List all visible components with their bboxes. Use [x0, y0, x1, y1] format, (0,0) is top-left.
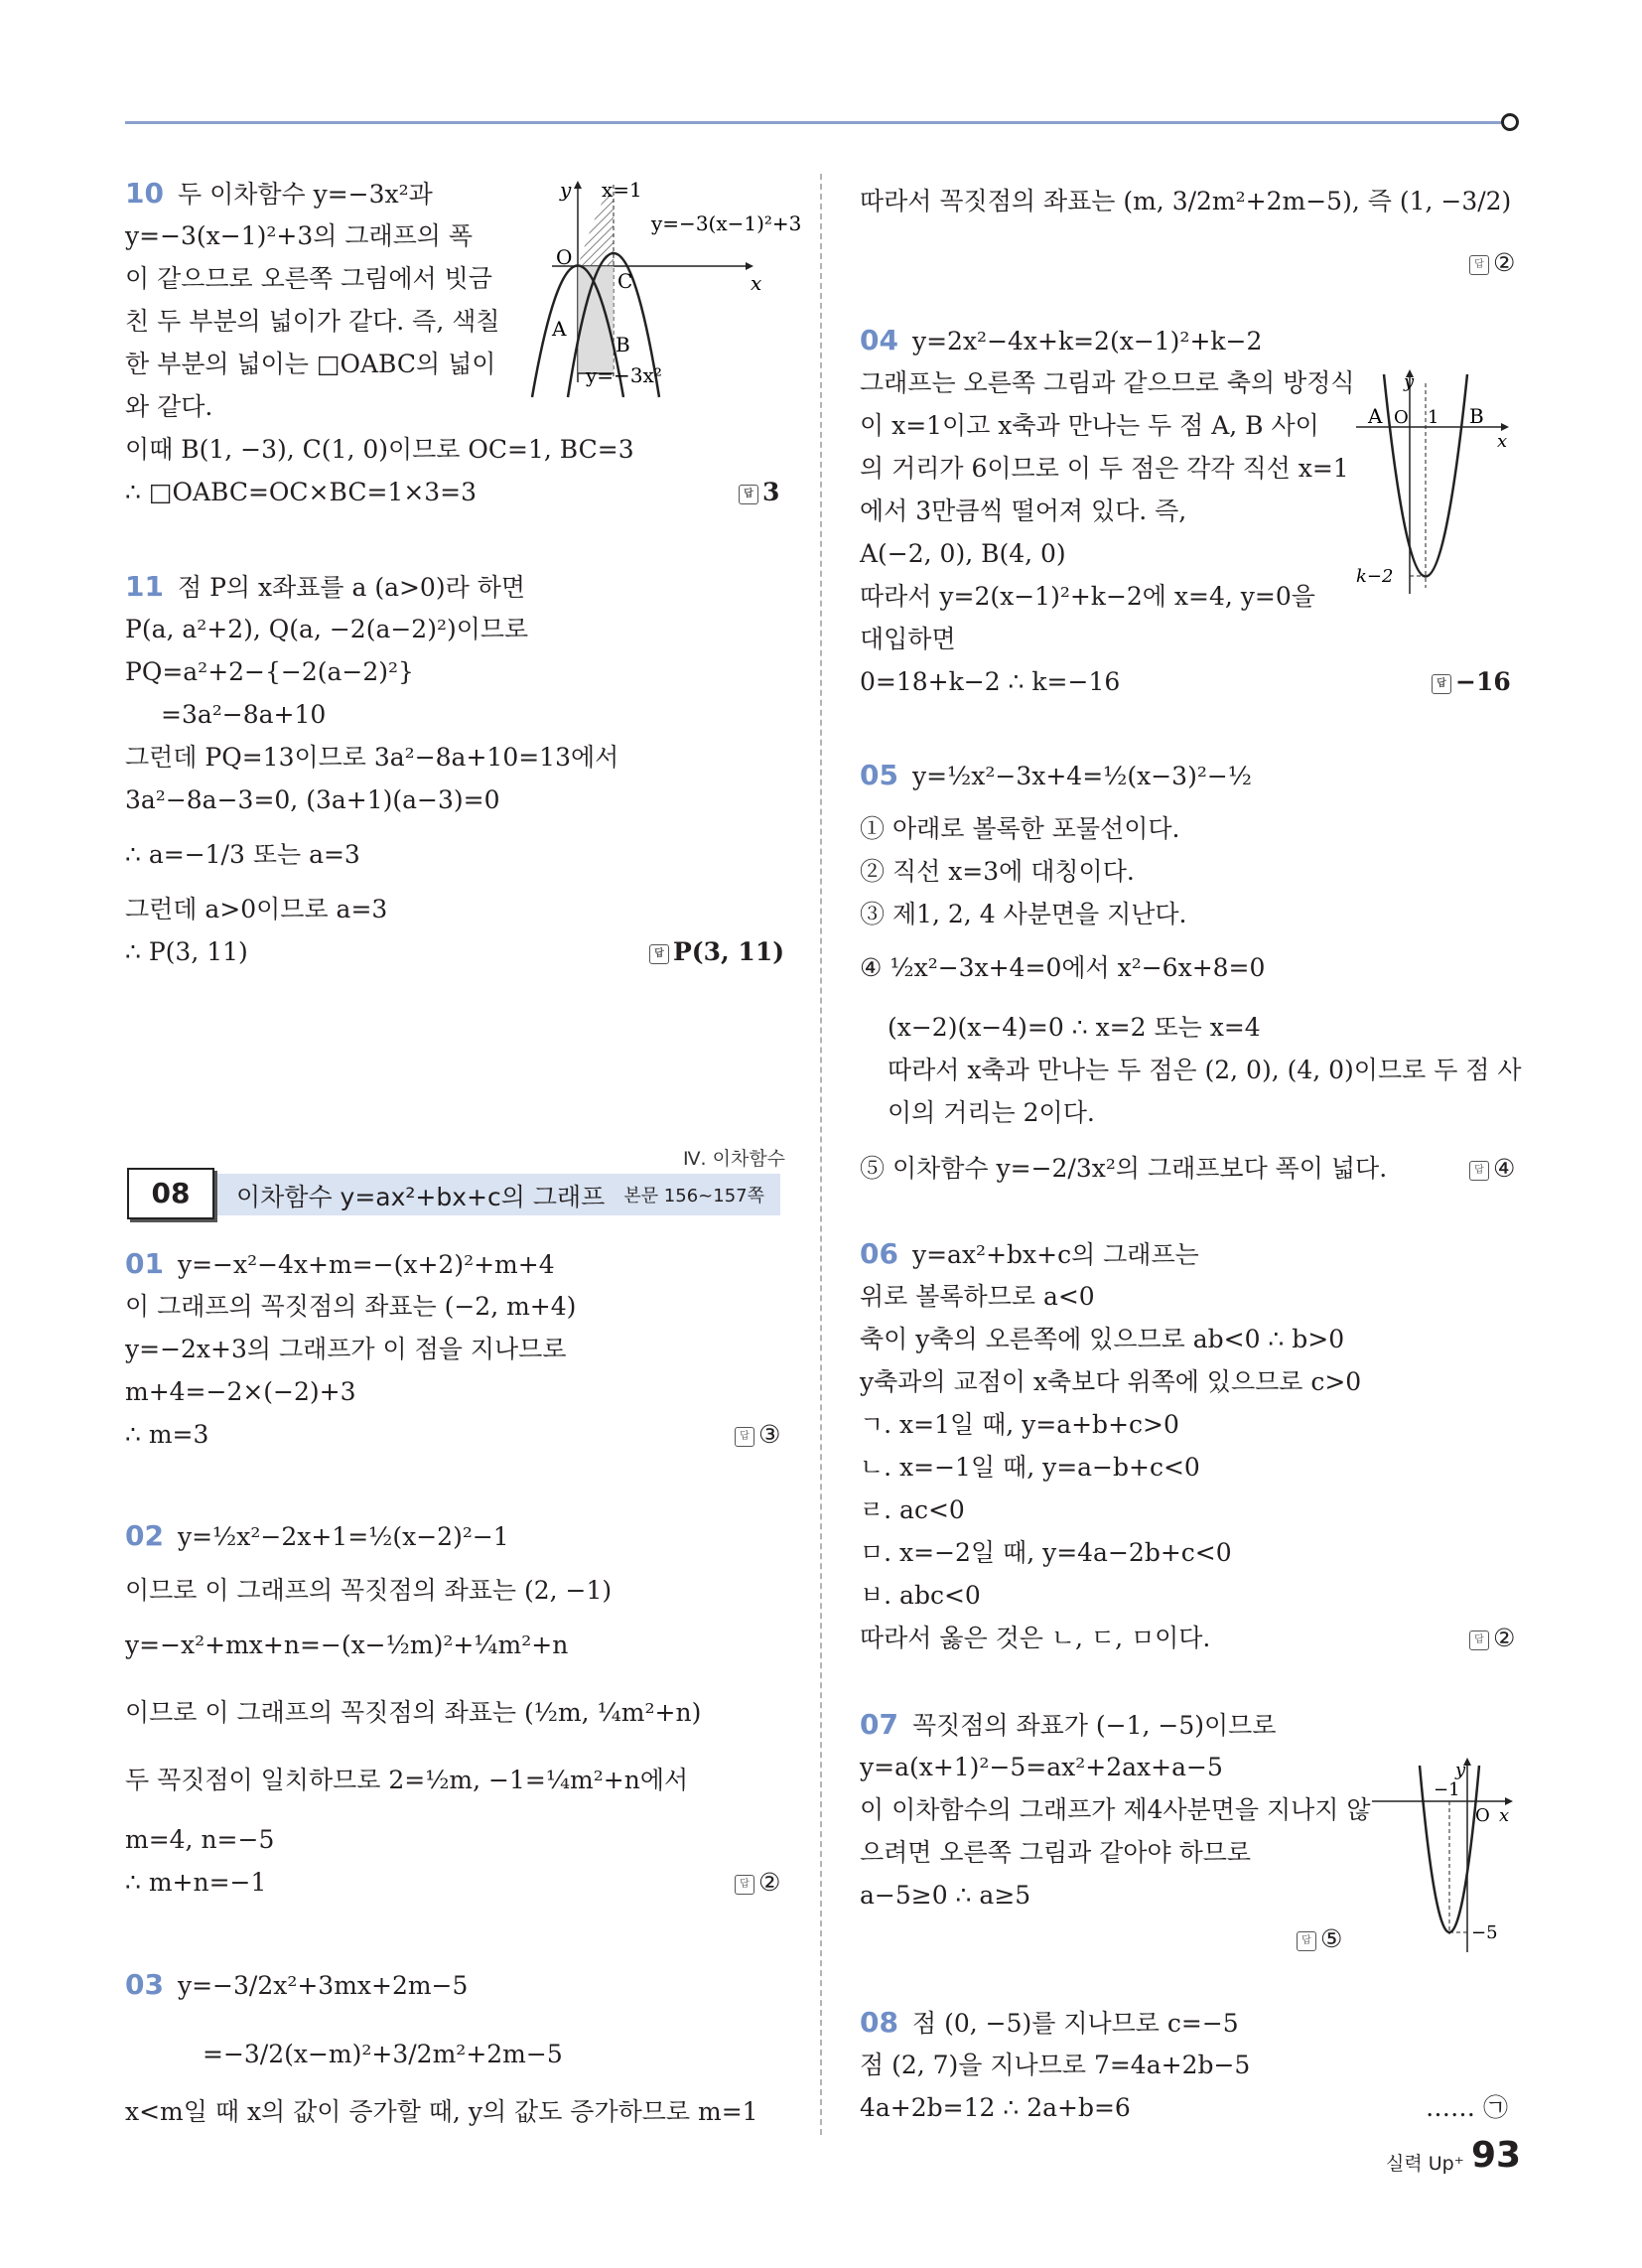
p04-graph-b-label: B [1469, 404, 1484, 428]
p02-line-4: 두 꼭짓점이 일치하므로 2=½m, −1=¼m²+n에서 [125, 1766, 689, 1794]
p01-answer: 답 ③ [735, 1418, 780, 1452]
p01-number: 01 [125, 1247, 164, 1280]
p04-line-5: A(−2, 0), B(4, 0) [860, 539, 1066, 568]
p05-line-8: ⑤ 이차함수 y=−2/3x²의 그래프보다 폭이 넓다. [860, 1154, 1388, 1183]
p04-line-6: 따라서 y=2(x−1)²+k−2에 x=4, y=0을 [860, 582, 1315, 611]
p10-line-2: 이 같으므로 오른쪽 그림에서 빗금 [125, 264, 492, 293]
p01-line-4: ∴ m=3 [125, 1420, 209, 1449]
p10-graph-o-label: O [556, 245, 573, 269]
p10-number: 10 [125, 177, 164, 210]
p11-line-5: 3a²−8a−3=0, (3a+1)(a−3)=0 [125, 785, 500, 814]
p02-line-0: 02 y=½x²−2x+1=½(x−2)²−1 [125, 1519, 509, 1552]
p02-line-6: ∴ m+n=−1 [125, 1868, 267, 1897]
p07-line-4: a−5≥0 ∴ a≥5 [860, 1881, 1031, 1910]
section-title: 이차함수 y=ax²+bx+c의 그래프 [236, 1183, 606, 1211]
p11-line-0: 11 점 P의 x좌표를 a (a>0)라 하면 [125, 570, 525, 603]
p07-graph-neg1-label: −1 [1434, 1779, 1460, 1800]
p04-line-8: 0=18+k−2 ∴ k=−16 [860, 667, 1121, 696]
p10-graph-b-label: B [616, 333, 630, 356]
p04-graph [1356, 369, 1515, 598]
p04-line-2: 이 x=1이고 x축과 만나는 두 점 A, B 사이 [860, 411, 1319, 440]
answer-icon: 답 [1297, 1931, 1316, 1951]
p10-answer: 답 3 [739, 476, 779, 509]
top-rule-end-dot [1501, 113, 1519, 131]
p08-line-2: 4a+2b=12 ∴ 2a+b=6 [860, 2093, 1131, 2122]
p05-line-1: ① 아래로 볼록한 포물선이다. [860, 814, 1180, 843]
p04-number: 04 [860, 324, 898, 356]
p01-line-3: m+4=−2×(−2)+3 [125, 1377, 356, 1406]
p11-line-3: =3a²−8a+10 [161, 700, 327, 729]
p10-line-1: y=−3(x−1)²+3의 그래프의 폭 [125, 221, 474, 250]
p05-line-5: (x−2)(x−4)=0 ∴ x=2 또는 x=4 [888, 1013, 1261, 1042]
chapter-label: Ⅳ. 이차함수 [683, 1148, 786, 1170]
p05-line-4: ④ ½x²−3x+4=0에서 x²−6x+8=0 [860, 953, 1266, 982]
p10-graph [542, 178, 802, 387]
p02-line-3: 이므로 이 그래프의 꼭짓점의 좌표는 (½m, ¼m²+n) [125, 1698, 702, 1727]
p04-graph-a-label: A [1368, 404, 1383, 428]
p06-answer: 답 ② [1469, 1622, 1515, 1655]
p08-line-1: 점 (2, 7)을 지나므로 7=4a+2b−5 [860, 2051, 1251, 2079]
p05-line-3: ③ 제1, 2, 4 사분면을 지난다. [860, 900, 1187, 928]
p11-line-4: 그런데 PQ=13이므로 3a²−8a+10=13에서 [125, 743, 619, 772]
p02-line-1: 이므로 이 그래프의 꼭짓점의 좌표는 (2, −1) [125, 1576, 613, 1605]
p06-line-8: ㅂ. abc<0 [860, 1581, 981, 1610]
p04-graph-x-label: x [1497, 431, 1508, 452]
answer-icon: 답 [649, 944, 669, 964]
p10-graph-x-label: x [751, 271, 762, 295]
p10-line-5: 와 같다. [125, 392, 213, 421]
section-header [125, 1166, 780, 1221]
footer-label: 실력 Up⁺ [1386, 2153, 1464, 2175]
p07-graph-x-label: x [1499, 1805, 1510, 1826]
p05-number: 05 [860, 759, 898, 791]
p06-number: 06 [860, 1237, 898, 1270]
answer-icon: 답 [735, 1427, 754, 1447]
p05-line-2: ② 직선 x=3에 대칭이다. [860, 857, 1135, 886]
p07-graph-neg5-label: −5 [1471, 1922, 1498, 1943]
p07-line-2: 이 이차함수의 그래프가 제4사분면을 지나지 않 [860, 1795, 1371, 1824]
p01-line-1: 이 그래프의 꼭짓점의 좌표는 (−2, m+4) [125, 1292, 577, 1321]
p04-graph-one-label: 1 [1428, 407, 1439, 428]
p11-line-7: 그런데 a>0이므로 a=3 [125, 895, 388, 923]
p11-answer: 답 P(3, 11) [649, 935, 784, 969]
p06-line-1: 위로 볼록하므로 a<0 [860, 1282, 1095, 1311]
p04-line-1: 그래프는 오른쪽 그림과 같으므로 축의 방정식 [860, 368, 1355, 397]
p11-number: 11 [125, 570, 164, 603]
p07-line-0: 07 꼭짓점의 좌표가 (−1, −5)이므로 [860, 1708, 1277, 1741]
p07-graph [1372, 1758, 1515, 1956]
p11-line-8: ∴ P(3, 11) [125, 937, 248, 966]
p06-line-0: 06 y=ax²+bx+c의 그래프는 [860, 1237, 1199, 1270]
p03-number: 03 [125, 1968, 164, 2001]
p10-graph-curve2-label: y=−3x² [586, 363, 662, 387]
p05-answer: 답 ④ [1469, 1152, 1515, 1186]
p04-line-7: 대입하면 [860, 625, 956, 653]
p02-line-2: y=−x²+mx+n=−(x−½m)²+¼m²+n [125, 1630, 569, 1659]
p06-line-2: 축이 y축의 오른쪽에 있으므로 ab<0 ∴ b>0 [860, 1325, 1345, 1353]
p11-line-6: ∴ a=−1/3 또는 a=3 [125, 840, 360, 869]
p07-line-3: 으려면 오른쪽 그림과 같아야 하므로 [860, 1838, 1252, 1867]
p07-graph-o-label: O [1475, 1805, 1490, 1826]
p04-line-3: 의 거리가 6이므로 이 두 점은 각각 직선 x=1 [860, 454, 1349, 483]
p03-answer: 답 ② [1469, 246, 1515, 280]
answer-icon: 답 [735, 1875, 754, 1895]
p03-line-1: =−3/2(x−m)²+3/2m²+2m−5 [203, 2040, 563, 2068]
column-divider [820, 174, 822, 2135]
p06-line-7: ㅁ. x=−2일 때, y=4a−2b+c<0 [860, 1538, 1232, 1567]
p04-graph-y-label: y [1404, 371, 1415, 392]
p08-line-0: 08 점 (0, −5)를 지나므로 c=−5 [860, 2006, 1239, 2039]
p10-line-0: 10 두 이차함수 y=−3x²과 [125, 177, 433, 210]
answer-icon: 답 [1469, 1630, 1489, 1650]
answer-icon: 답 [1469, 1161, 1489, 1181]
p02-answer: 답 ② [735, 1866, 780, 1900]
page-number: 93 [1471, 2135, 1522, 2176]
p07-line-1: y=a(x+1)²−5=ax²+2ax+a−5 [860, 1753, 1223, 1781]
answer-icon: 답 [1432, 674, 1451, 694]
p04-graph-o-label: O [1394, 407, 1409, 428]
p08-number: 08 [860, 2006, 898, 2039]
p06-line-5: ㄴ. x=−1일 때, y=a−b+c<0 [860, 1453, 1200, 1482]
p06-line-3: y축과의 교점이 x축보다 위쪽에 있으므로 c>0 [860, 1367, 1362, 1396]
section-pages: 본문 156~157쪽 [623, 1186, 764, 1206]
p03-line-3: 따라서 꼭짓점의 좌표는 (m, 3/2m²+2m−5), 즉 (1, −3/2) [860, 187, 1512, 215]
p10-graph-c-label: C [617, 269, 633, 293]
p06-line-4: ㄱ. x=1일 때, y=a+b+c>0 [860, 1410, 1179, 1439]
p10-graph-x1-label: x=1 [602, 178, 642, 202]
answer-icon: 답 [739, 485, 758, 504]
p07-answer: 답 ⑤ [1297, 1922, 1342, 1956]
p02-number: 02 [125, 1519, 164, 1552]
p07-graph-y-label: y [1455, 1760, 1466, 1780]
p01-line-0: 01 y=−x²−4x+m=−(x+2)²+m+4 [125, 1247, 555, 1280]
p10-graph-a-label: A [552, 317, 567, 341]
answer-icon: 답 [1469, 255, 1489, 275]
p05-line-0: 05 y=½x²−3x+4=½(x−3)²−½ [860, 759, 1253, 791]
p07-number: 07 [860, 1708, 898, 1741]
p06-line-6: ㄹ. ac<0 [860, 1495, 965, 1524]
p08-tail: …… ㉠ [1426, 2093, 1508, 2122]
p10-line-6: 이때 B(1, −3), C(1, 0)이므로 OC=1, BC=3 [125, 435, 634, 464]
p05-line-7: 이의 거리는 2이다. [888, 1098, 1095, 1127]
p10-graph-curve1-label: y=−3(x−1)²+3 [651, 212, 802, 235]
p04-answer: 답 −16 [1432, 665, 1511, 699]
top-rule [125, 121, 1511, 124]
p11-line-1: P(a, a²+2), Q(a, −2(a−2)²)이므로 [125, 615, 529, 643]
p04-line-0: 04 y=2x²−4x+k=2(x−1)²+k−2 [860, 324, 1263, 356]
section-number: 08 [127, 1168, 214, 1219]
p11-line-2: PQ=a²+2−{−2(a−2)²} [125, 657, 414, 686]
p10-line-4: 한 부분의 넓이는 □OABC의 넓이 [125, 350, 496, 378]
p03-line-0: 03 y=−3/2x²+3mx+2m−5 [125, 1968, 469, 2001]
p10-graph-y-label: y [560, 178, 572, 202]
p05-line-6: 따라서 x축과 만나는 두 점은 (2, 0), (4, 0)이므로 두 점 사 [888, 1056, 1522, 1084]
p10-line-3: 친 두 부분의 넓이가 같다. 즉, 색칠 [125, 307, 500, 336]
p01-line-2: y=−2x+3의 그래프가 이 점을 지나므로 [125, 1335, 567, 1363]
p02-line-5: m=4, n=−5 [125, 1825, 275, 1854]
p06-line-9: 따라서 옳은 것은 ㄴ, ㄷ, ㅁ이다. [860, 1624, 1211, 1652]
p04-line-4: 에서 3만큼씩 떨어져 있다. 즉, [860, 496, 1187, 525]
p10-line-7: ∴ □OABC=OC×BC=1×3=3 [125, 478, 478, 506]
p04-graph-k-label: k−2 [1356, 566, 1394, 587]
p03-line-2: x<m일 때 x의 값이 증가할 때, y의 값도 증가하므로 m=1 [125, 2097, 758, 2126]
